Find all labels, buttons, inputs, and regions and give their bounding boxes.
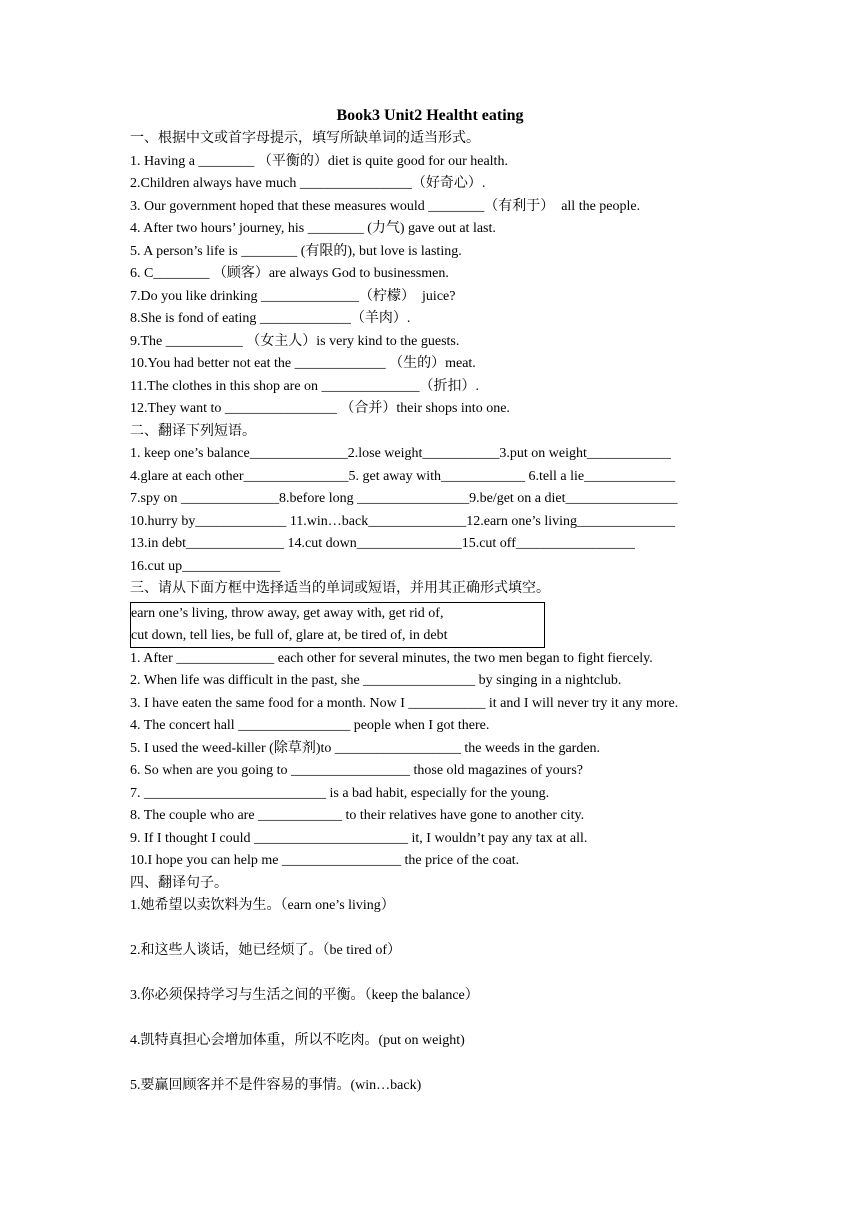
fill-in-item: 7. __________________________ is a bad habit, especially for the young.: [130, 785, 550, 801]
exercise-item: 8.She is fond of eating _____________（羊肉）.: [130, 311, 411, 326]
fill-in-item: 10.I hope you can help me _________________ the price of the coat.: [130, 853, 520, 868]
exercise-item: 4. After two hours’ journey, his ________ (力气) gave out at last.: [130, 221, 496, 236]
phrase-row: 4.glare at each other_______________5. get away with____________ 6.tell a lie_____________: [130, 468, 676, 484]
translation-item: 2.和这些人谈话，她已经烦了。（be tired of）: [130, 943, 402, 958]
worksheet-page: [130, 104, 730, 1098]
fill-in-item: 8. The couple who are ____________ to their relatives have gone to another city.: [130, 808, 585, 823]
exercise-item: 5. A person’s life is ________ (有限的), but love is lasting.: [130, 243, 462, 259]
word-bank-line: earn one’s living, throw away, get away with, get rid of,: [131, 605, 444, 621]
word-bank-box: [130, 602, 545, 648]
section3-heading: 三、请从下面方框中选择适当的单词或短语，并用其正确形式填空。: [130, 581, 550, 596]
answer-space: [130, 1008, 730, 1031]
fill-in-item: 9. If I thought I could ______________________ it, I wouldn’t pay any tax at all.: [130, 830, 588, 846]
fill-in-item: 4. The concert hall ________________ people when I got there.: [130, 718, 490, 733]
section4-heading: 四、翻译句子。: [130, 875, 228, 891]
fill-in-item: 3. I have eaten the same food for a month. Now I ___________ it and I will never try it any more.: [130, 695, 679, 711]
fill-in-item: 5. I used the weed-killer (除草剂)to __________________ the weeds in the garden.: [130, 740, 601, 756]
answer-space: [130, 1053, 730, 1076]
exercise-item: 12.They want to ________________ （合并）their shops into one.: [130, 401, 510, 416]
word-bank-line: cut down, tell lies, be full of, glare at, be tired of, in debt: [131, 627, 448, 643]
exercise-item: 9.The ___________ （女主人）is very kind to the guests.: [130, 333, 460, 349]
exercise-item: 3. Our government hoped that these measures would ________（有利于） all the people.: [130, 198, 641, 214]
translation-item: 5.要赢回顾客并不是件容易的事情。(win…back): [130, 1078, 422, 1093]
exercise-item: 10.You had better not eat the _____________ （生的）meat.: [130, 356, 476, 371]
translation-item: 3.你必须保持学习与生活之间的平衡。（keep the balance）: [130, 988, 479, 1003]
translation-item: 1.她希望以卖饮料为生。（earn one’s living）: [130, 898, 395, 913]
exercise-item: 6. C________ （顾客）are always God to businessmen.: [130, 266, 449, 281]
translation-item: 4.凯特真担心会增加体重，所以不吃肉。(put on weight): [130, 1033, 465, 1048]
phrase-row: 13.in debt______________ 14.cut down_______________15.cut off_________________: [130, 536, 635, 551]
exercise-item: 7.Do you like drinking ______________（柠檬） juice?: [130, 288, 456, 304]
section1-heading: 一、根据中文或首字母提示，填写所缺单词的适当形式。: [130, 131, 480, 146]
answer-space: [130, 963, 730, 986]
page-title: Book3 Unit2 Healtht eating: [336, 107, 524, 124]
exercise-item: 2.Children always have much ________________（好奇心）.: [130, 176, 486, 191]
exercise-item: 1. Having a ________ （平衡的）diet is quite good for our health.: [130, 153, 508, 169]
section2-heading: 二、翻译下列短语。: [130, 423, 256, 439]
phrase-row: 16.cut up______________: [130, 558, 281, 574]
phrase-row: 7.spy on ______________8.before long ________________9.be/get on a diet________________: [130, 491, 678, 506]
fill-in-item: 2. When life was difficult in the past, she ________________ by singing in a nightclub.: [130, 673, 622, 688]
fill-in-item: 1. After ______________ each other for several minutes, the two men began to fight fiercely.: [130, 650, 653, 666]
phrase-row: 10.hurry by_____________ 11.win…back______________12.earn one’s living______________: [130, 513, 676, 529]
phrase-row: 1. keep one’s balance______________2.lose weight___________3.put on weight____________: [130, 446, 671, 461]
answer-space: [130, 918, 730, 941]
fill-in-item: 6. So when are you going to _________________ those old magazines of yours?: [130, 763, 583, 778]
exercise-item: 11.The clothes in this shop are on ______________（折扣）.: [130, 378, 480, 394]
